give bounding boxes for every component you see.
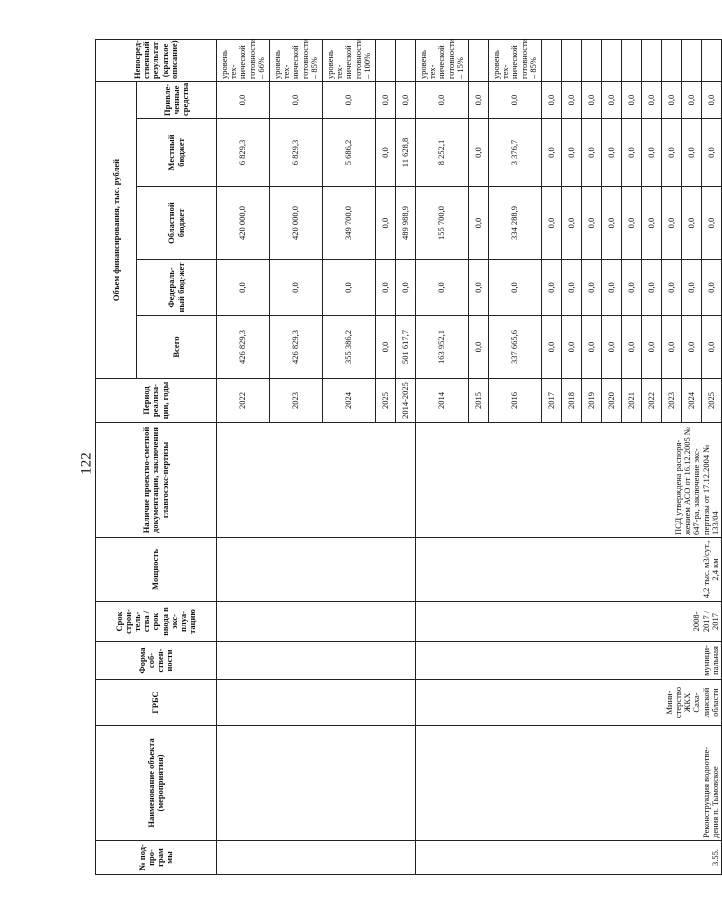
cell-federal: 0,0 (682, 260, 702, 316)
financing-table (95, 39, 722, 875)
cell-total: 0,0 (376, 316, 396, 379)
cell-result (542, 40, 562, 82)
cell-total: 426 829,3 (270, 316, 323, 379)
table-row (416, 40, 469, 875)
cell-period: 2025 (376, 379, 396, 423)
cell-local: 0,0 (622, 119, 642, 187)
cell-federal: 0,0 (702, 260, 722, 316)
cell-total: 0,0 (682, 316, 702, 379)
cell-period: 2023 (662, 379, 682, 423)
header-local: Местный бюджет (137, 119, 217, 187)
cell-name (217, 726, 416, 841)
cell-total: 0,0 (542, 316, 562, 379)
cell-period: 2024 (682, 379, 702, 423)
cell-num (217, 841, 416, 875)
object-num: 3.55. (416, 841, 722, 875)
cell-federal: 0,0 (489, 260, 542, 316)
cell-federal: 0,0 (662, 260, 682, 316)
cell-regional: 0,0 (702, 187, 722, 260)
header-grbs: ГРБС (96, 680, 217, 726)
cell-attracted: 0,0 (562, 82, 582, 119)
cell-federal: 0,0 (622, 260, 642, 316)
cell-regional: 420 000,0 (217, 187, 270, 260)
cell-total: 0,0 (642, 316, 662, 379)
cell-federal: 0,0 (376, 260, 396, 316)
cell-total: 426 829,3 (217, 316, 270, 379)
cell-regional: 334 288,9 (489, 187, 542, 260)
object-name: Реконструкция водоотве-дения п. Тымовское (416, 726, 722, 841)
object-ownership: муници-пальная (416, 642, 722, 680)
cell-regional: 420 000,0 (270, 187, 323, 260)
cell-period: 2014-2025 (396, 379, 416, 423)
object-design-docs: ПСД утверждена распоря-жением АСО от 16.12.2005 № 647-ра, заключение экс-пертизы от 17.12.2004 № 133/04 (416, 423, 722, 538)
cell-result: уровень тех-нической готовности – 85% (489, 40, 542, 82)
cell-local: 6 829,3 (217, 119, 270, 187)
cell-attracted: 0,0 (489, 82, 542, 119)
header-ownership: Форма соб-ствен-ности (96, 642, 217, 680)
cell-result (469, 40, 489, 82)
cell-attracted: 0,0 (217, 82, 270, 119)
cell-local: 8 252,1 (416, 119, 469, 187)
header-design-docs: Наличие проектно-сметной документации, заключения главгосэкс-пертизы (96, 423, 217, 538)
cell-regional: 0,0 (562, 187, 582, 260)
cell-regional: 0,0 (642, 187, 662, 260)
table-row (217, 40, 270, 875)
cell-total: 0,0 (469, 316, 489, 379)
cell-attracted: 0,0 (376, 82, 396, 119)
cell-regional: 0,0 (682, 187, 702, 260)
cell-regional: 0,0 (582, 187, 602, 260)
cell-result: уровень тех-нической готовности – 100% (323, 40, 376, 82)
cell-federal: 0,0 (416, 260, 469, 316)
cell-local: 0,0 (682, 119, 702, 187)
cell-local: 0,0 (642, 119, 662, 187)
cell-total: 337 665,6 (489, 316, 542, 379)
cell-total: 355 386,2 (323, 316, 376, 379)
document-page (95, 38, 720, 875)
cell-regional: 0,0 (622, 187, 642, 260)
cell-result: уровень тех-нической готовности – 85% (270, 40, 323, 82)
cell-period: 2018 (562, 379, 582, 423)
header-funding-group: Объем финансирования, тыс. рублей (96, 82, 137, 379)
cell-federal: 0,0 (542, 260, 562, 316)
cell-attracted: 0,0 (622, 82, 642, 119)
cell-period: 2017 (542, 379, 562, 423)
cell-result: уровень тех-нической готовности – 15% (416, 40, 469, 82)
cell-period: 2022 (217, 379, 270, 423)
cell-period: 2022 (642, 379, 662, 423)
header-period: Период реализа-ции, годы (96, 379, 217, 423)
cell-attracted: 0,0 (662, 82, 682, 119)
object-grbs: Мини-стерство ЖКХ Саха-линской области (416, 680, 722, 726)
cell-regional: 0,0 (469, 187, 489, 260)
cell-regional: 0,0 (376, 187, 396, 260)
cell-total: 0,0 (602, 316, 622, 379)
cell-result (396, 40, 416, 82)
header-federal: Федераль-ный бюд-жет (137, 260, 217, 316)
cell-result (622, 40, 642, 82)
cell-attracted: 0,0 (582, 82, 602, 119)
cell-period: 2020 (602, 379, 622, 423)
cell-period: 2019 (582, 379, 602, 423)
table-body (217, 40, 722, 875)
header-attracted: Привле-ченные средства (137, 82, 217, 119)
header-row (96, 40, 137, 875)
header-terms: Срок строи-тель-ства / срок ввода в экс-плуа-тацию (96, 602, 217, 642)
cell-result (562, 40, 582, 82)
cell-local: 0,0 (542, 119, 562, 187)
object-capacity: 4,2 тыс. м3/сут., 2,4 км (416, 538, 722, 602)
cell-result (602, 40, 622, 82)
cell-federal: 0,0 (642, 260, 662, 316)
cell-capacity (217, 538, 416, 602)
cell-local: 0,0 (602, 119, 622, 187)
cell-design-docs (217, 423, 416, 538)
cell-regional: 0,0 (662, 187, 682, 260)
cell-ownership (217, 642, 416, 680)
cell-grbs (217, 680, 416, 726)
cell-attracted: 0,0 (542, 82, 562, 119)
header-name: Наименование объекта (мероприятия) (96, 726, 217, 841)
cell-federal: 0,0 (602, 260, 622, 316)
cell-regional: 0,0 (542, 187, 562, 260)
cell-federal: 0,0 (582, 260, 602, 316)
cell-total: 0,0 (622, 316, 642, 379)
cell-total: 0,0 (702, 316, 722, 379)
cell-federal: 0,0 (323, 260, 376, 316)
cell-federal: 0,0 (396, 260, 416, 316)
cell-period: 2016 (489, 379, 542, 423)
cell-regional: 0,0 (602, 187, 622, 260)
cell-local: 0,0 (582, 119, 602, 187)
cell-attracted: 0,0 (642, 82, 662, 119)
cell-total: 163 952,1 (416, 316, 469, 379)
cell-attracted: 0,0 (323, 82, 376, 119)
header-total: Всего (137, 316, 217, 379)
cell-result (582, 40, 602, 82)
page-number: 122 (78, 452, 95, 475)
cell-result (662, 40, 682, 82)
header-capacity: Мощность (96, 538, 217, 602)
cell-result: уровень тех-нической готовности – 66% (217, 40, 270, 82)
header-result: Непосред-ственный результат (краткое описание) (96, 40, 217, 82)
cell-local: 6 829,3 (270, 119, 323, 187)
cell-attracted: 0,0 (416, 82, 469, 119)
cell-local: 5 686,2 (323, 119, 376, 187)
cell-attracted: 0,0 (469, 82, 489, 119)
cell-local: 0,0 (376, 119, 396, 187)
cell-result (642, 40, 662, 82)
cell-local: 0,0 (702, 119, 722, 187)
cell-local: 11 628,8 (396, 119, 416, 187)
cell-federal: 0,0 (270, 260, 323, 316)
cell-local: 0,0 (562, 119, 582, 187)
cell-period: 2023 (270, 379, 323, 423)
cell-local: 0,0 (662, 119, 682, 187)
cell-period: 2015 (469, 379, 489, 423)
cell-regional: 349 700,0 (323, 187, 376, 260)
cell-attracted: 0,0 (602, 82, 622, 119)
header-regional: Областной бюджет (137, 187, 217, 260)
cell-result (682, 40, 702, 82)
cell-total: 0,0 (582, 316, 602, 379)
cell-period: 2025 (702, 379, 722, 423)
cell-federal: 0,0 (562, 260, 582, 316)
cell-local: 0,0 (469, 119, 489, 187)
cell-local: 3 376,7 (489, 119, 542, 187)
cell-result (702, 40, 722, 82)
cell-attracted: 0,0 (270, 82, 323, 119)
cell-period: 2014 (416, 379, 469, 423)
rotated-table-wrapper (95, 38, 720, 875)
header-num: № под-про-грам мы (96, 841, 217, 875)
cell-terms (217, 602, 416, 642)
cell-total: 0,0 (662, 316, 682, 379)
cell-attracted: 0,0 (702, 82, 722, 119)
cell-period: 2024 (323, 379, 376, 423)
object-terms: 2008-2017 / 2017 (416, 602, 722, 642)
cell-total: 0,0 (562, 316, 582, 379)
cell-period: 2021 (622, 379, 642, 423)
cell-attracted: 0,0 (682, 82, 702, 119)
cell-federal: 0,0 (217, 260, 270, 316)
cell-total: 501 617,7 (396, 316, 416, 379)
cell-result (376, 40, 396, 82)
cell-attracted: 0,0 (396, 82, 416, 119)
cell-federal: 0,0 (469, 260, 489, 316)
cell-regional: 155 700,0 (416, 187, 469, 260)
cell-regional: 489 988,9 (396, 187, 416, 260)
